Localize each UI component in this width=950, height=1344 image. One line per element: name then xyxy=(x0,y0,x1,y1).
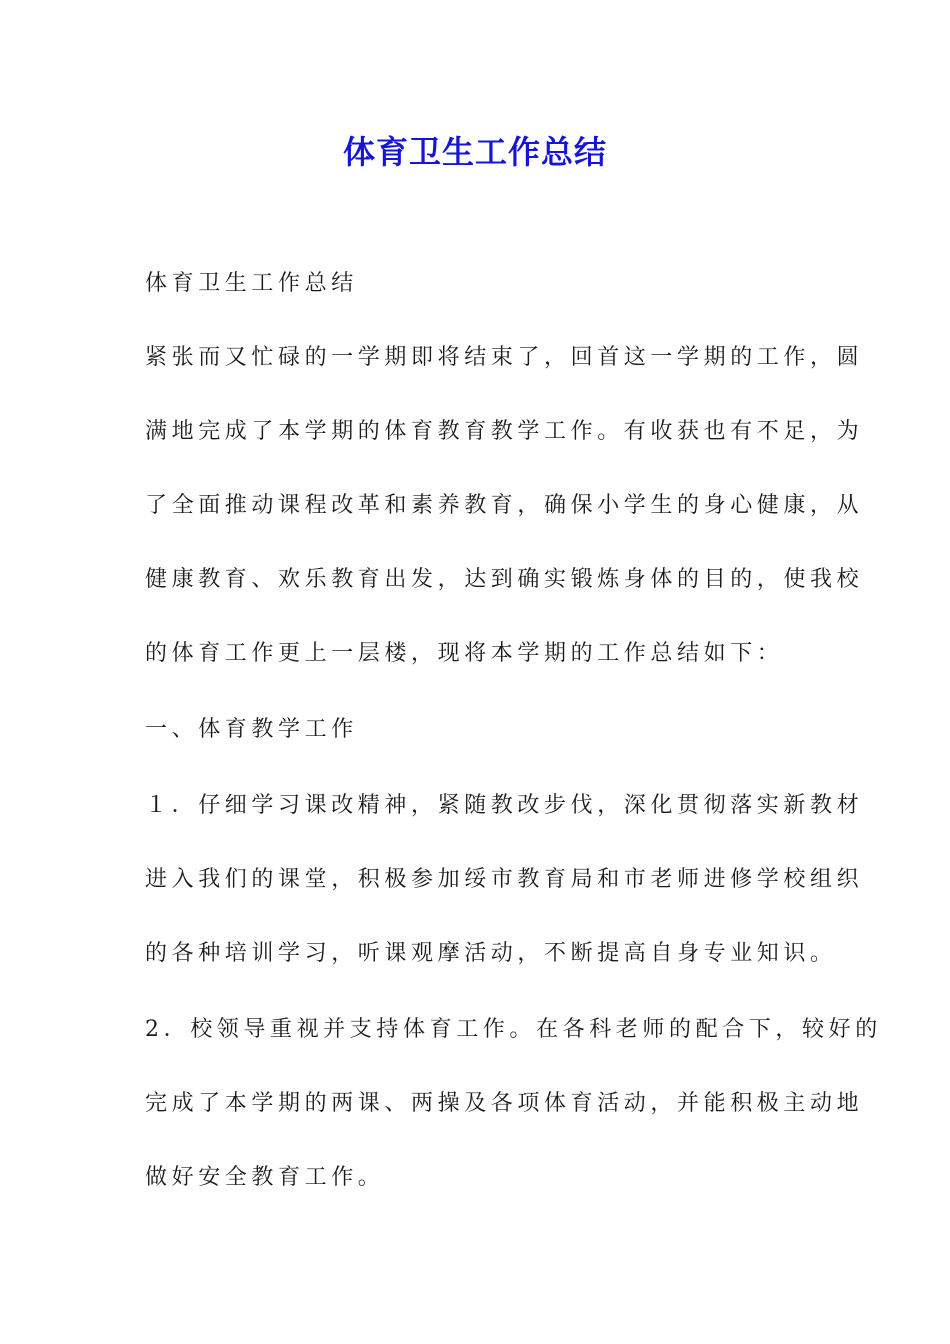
body-line-9: 的各种培训学习，听课观摩活动，不断提高自身专业知识。 xyxy=(145,941,837,966)
body-line-3: 了全面推动课程改革和素养教育，确保小学生的身心健康，从 xyxy=(145,493,864,518)
body-line-4: 健康教育、欢乐教育出发，达到确实锻炼身体的目的，使我校 xyxy=(145,567,864,592)
body-line-1: 紧张而又忙碌的一学期即将结束了，回首这一学期的工作，圆 xyxy=(145,345,864,370)
body-line-12: 做好安全教育工作。 xyxy=(145,1165,385,1190)
body-line-2: 满地完成了本学期的体育教育教学工作。有收获也有不足，为 xyxy=(145,419,864,444)
body-line-11: 完成了本学期的两课、两操及各项体育活动，并能积极主动地 xyxy=(145,1091,864,1116)
body-line-7: １．仔细学习课改精神，紧随教改步伐，深化贯彻落实新教材 xyxy=(145,793,864,818)
document-title: 体育卫生工作总结 xyxy=(342,133,607,171)
section-heading: 一、体育教学工作 xyxy=(145,717,358,742)
subtitle-line: 体育卫生工作总结 xyxy=(145,271,358,296)
body-line-5: 的体育工作更上一层楼，现将本学期的工作总结如下： xyxy=(145,641,784,666)
body-line-8: 进入我们的课堂，积极参加绥市教育局和市老师进修学校组织 xyxy=(145,867,864,892)
body-line-10: 2．校领导重视并支持体育工作。在各科老师的配合下，较好的 xyxy=(145,1017,882,1042)
